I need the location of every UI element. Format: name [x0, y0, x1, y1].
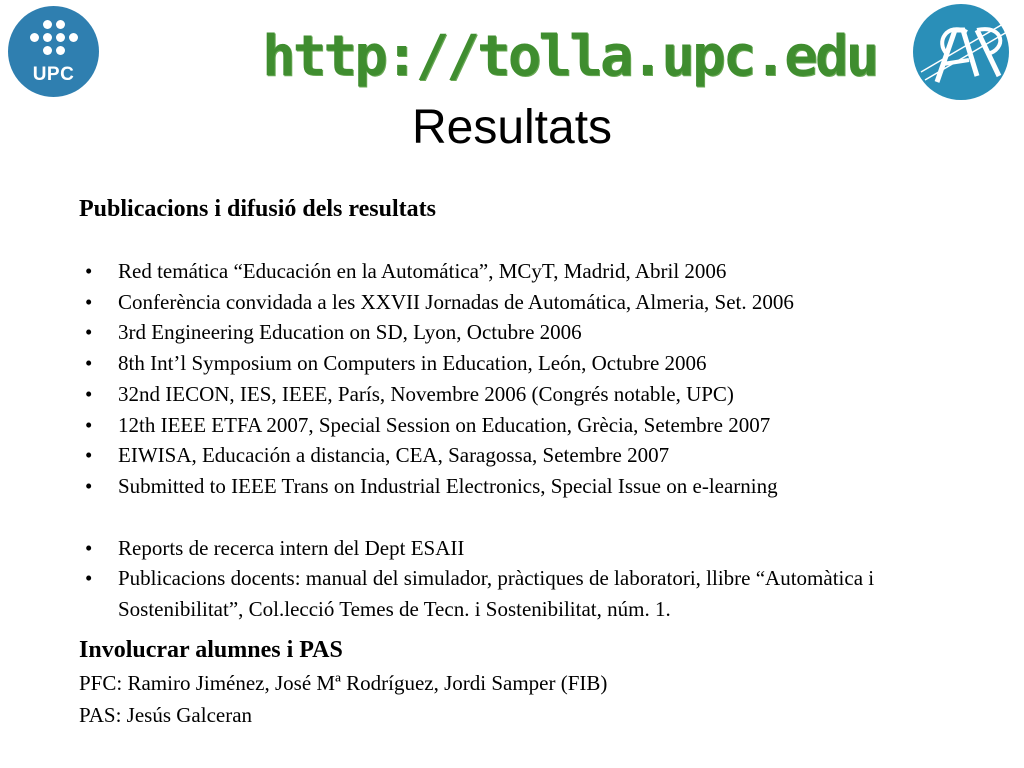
upc-logo-text: UPC: [32, 64, 75, 85]
upc-logo-dots: [30, 20, 78, 60]
acp-logo: [907, 2, 1015, 102]
list-item: • EIWISA, Educación a distancia, CEA, Saragossa, Setembre 2007: [79, 440, 999, 471]
publications-list: [79, 256, 999, 502]
slide-title: Resultats: [411, 101, 613, 154]
list-spacer: [79, 502, 999, 533]
list-item: • Submitted to IEEE Trans on Industrial Electronics, Special Issue on e-learning: [79, 471, 999, 502]
list-item: • Reports de recerca intern del Dept ESAII: [79, 533, 999, 564]
pas-line: PAS: Jesús Galceran: [79, 702, 253, 727]
reports-list: [79, 533, 999, 625]
list-item: • Publicacions docents: manual del simulador, pràctiques de laboratori, llibre “Automàtica i Sostenibilitat”, Col.lecció Temes de Tecn. i Sostenibilitat, núm. 1.: [79, 563, 999, 624]
slide-content: [79, 192, 999, 731]
list-item: • Red temática “Educación en la Automática”, MCyT, Madrid, Abril 2006: [79, 256, 999, 287]
upc-logo: [8, 6, 99, 97]
pfc-line: PFC: Ramiro Jiménez, José Mª Rodríguez, Jordi Samper (FIB): [79, 670, 608, 695]
url-banner: http://tolla.upc.edu: [262, 24, 877, 89]
list-item: • 12th IEEE ETFA 2007, Special Session on Education, Grècia, Setembre 2007: [79, 410, 999, 441]
list-item: • 8th Int’l Symposium on Computers in Education, León, Octubre 2006: [79, 348, 999, 379]
publications-heading: Publicacions i difusió dels resultats: [79, 196, 436, 222]
list-item: • 32nd IECON, IES, IEEE, París, Novembre 2006 (Congrés notable, UPC): [79, 379, 999, 410]
list-item: • Conferència convidada a les XXVII Jornadas de Automática, Almeria, Set. 2006: [79, 287, 999, 318]
involvement-heading: Involucrar alumnes i PAS: [79, 636, 343, 663]
list-item: • 3rd Engineering Education on SD, Lyon, Octubre 2006: [79, 317, 999, 348]
